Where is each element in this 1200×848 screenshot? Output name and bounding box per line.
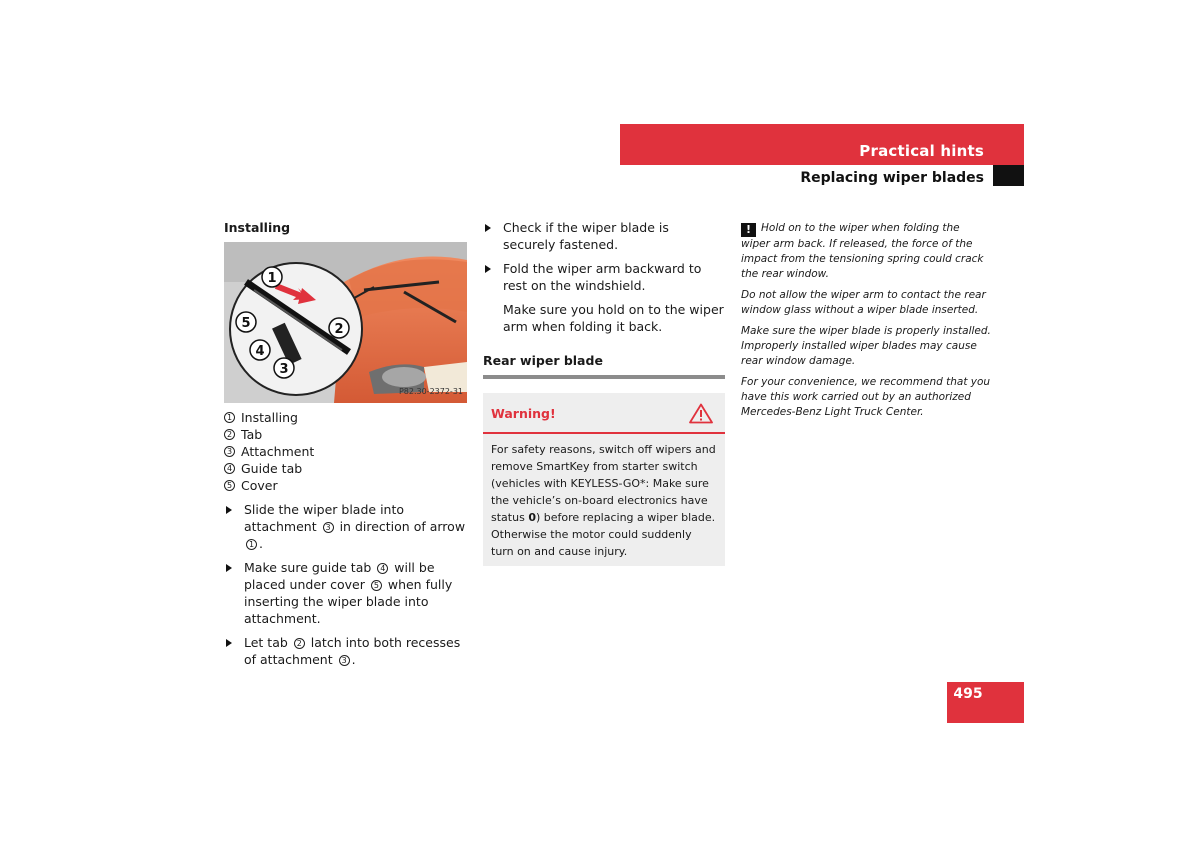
column-notes [741,221,991,426]
figure-callout: 3 [279,362,289,377]
callout-number: 2 [224,429,235,440]
figure-callout: 2 [334,322,344,337]
warning-header [483,393,725,434]
callout-number: 5 [371,580,382,591]
warning-text: For safety reasons, switch off wipers and remove SmartKey from starter switch (vehicles with KEYLESS-GO*: Make sure the vehicle’s on-board electronics have status [491,443,716,524]
warning-text: ) before replacing a wiper blade. Otherwise the motor could suddenly turn on and cause injury. [491,511,716,558]
note-item: Do not allow the wiper arm to contact the rear window glass without a wiper blade inserted. [741,289,986,316]
callout-number: 4 [224,463,235,474]
step-fold-arm [483,260,725,294]
step-text: Make sure guide tab [244,560,372,575]
step-text: latch into both recesses of attachment [244,635,461,667]
note-item [741,221,991,282]
callout-number: 3 [323,522,334,533]
step-text: . [351,652,356,667]
legend-label: Tab [241,427,263,442]
callout-number: 5 [224,480,235,491]
wiper-installation-figure [224,242,467,403]
bullet-arrow-icon [485,265,491,273]
bullet-arrow-icon [485,224,491,232]
legend-item [224,477,469,494]
figure-callout: 5 [241,316,251,331]
note-item: For your convenience, we recommend that you have this work carried out by an authorized Mercedes-Benz Light Truck Center. [741,376,991,418]
legend-item [224,460,469,477]
note-item: Make sure the wiper blade is properly installed. Improperly installed wiper blades may cause rear window damage. [741,325,991,367]
rear-wiper-heading: Rear wiper blade [483,353,603,368]
figure-callout: 1 [267,271,277,286]
legend-label: Installing [241,410,298,425]
warning-box [483,393,725,566]
legend-label: Guide tab [241,461,303,476]
page-number: 495 [953,686,983,702]
step-text: when fully inserting the wiper blade into attachment. [244,577,453,626]
installing-heading: Installing [224,220,291,235]
bullet-arrow-icon [226,564,232,572]
warning-body [483,434,725,566]
figure-callout: 4 [255,344,265,359]
bullet-arrow-icon [226,506,232,514]
callout-number: 4 [377,563,388,574]
wiper-illustration [224,242,467,403]
step-text: Slide the wiper blade into attachment [244,502,405,534]
legend-item [224,443,469,460]
heading-rule [483,375,725,379]
step-text: Check if the wiper blade is securely fastened. [503,220,669,252]
callout-number: 1 [246,539,257,550]
subsection-title: Replacing wiper blades [800,170,984,186]
hold-arm-note: Make sure you hold on to the wiper arm when folding it back. [503,302,724,334]
status-value: 0 [528,511,536,524]
step-text: in direction of arrow [339,519,466,534]
section-title: Practical hints [859,142,984,160]
step-text: Fold the wiper arm backward to rest on the windshield. [503,261,702,293]
callout-number: 3 [339,655,350,666]
step-guide-tab [224,559,469,627]
column-checks [483,219,725,566]
column-installing [224,219,469,668]
callout-number: 2 [294,638,305,649]
warning-title: Warning! [491,406,556,421]
step-slide-blade [224,501,469,552]
warning-triangle-icon [689,403,713,424]
callout-number: 3 [224,446,235,457]
step-text: . [259,536,263,551]
callout-number: 1 [224,412,235,423]
subsection-marker [993,165,1024,186]
figure-legend [224,409,469,494]
step-latch-tab [224,634,469,668]
legend-label: Cover [241,478,278,493]
legend-item [224,409,469,426]
legend-label: Attachment [241,444,315,459]
note-text: Hold on to the wiper when folding the wiper arm back. If released, the force of the impact from the tensioning spring could crack the rear window. [741,222,984,280]
step-text: Let tab [244,635,288,650]
exclamation-icon: ! [741,223,756,237]
bullet-arrow-icon [226,639,232,647]
step-text: will be placed under cover [244,560,435,592]
legend-item [224,426,469,443]
figure-code: P82.30-2372-31 [398,387,463,396]
step-check-secure [483,219,725,253]
